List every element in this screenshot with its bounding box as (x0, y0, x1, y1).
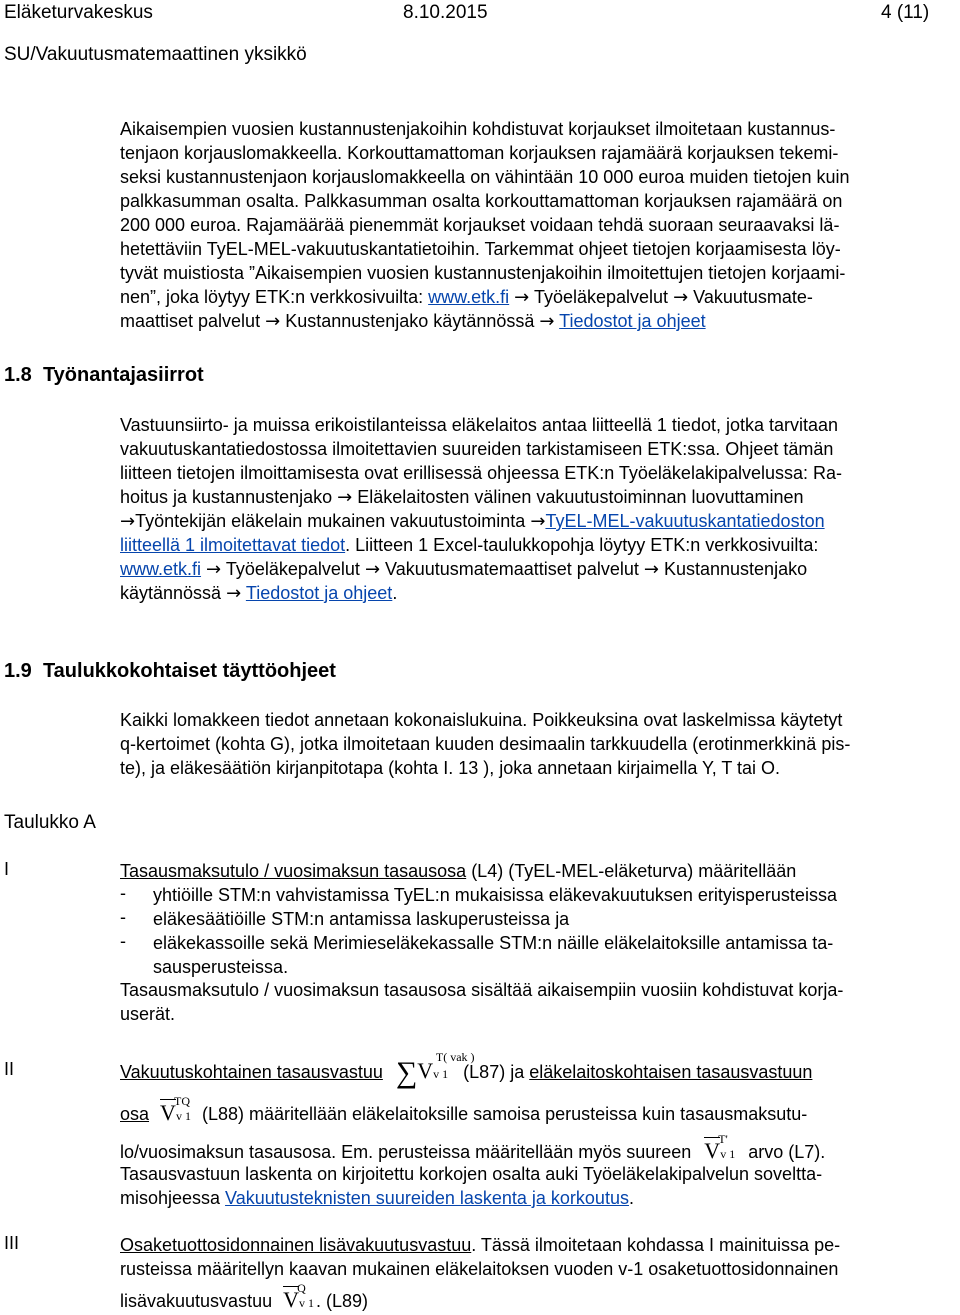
item-line: misohjeessa Vakuutusteknisten suureiden laskenta ja korkoutus. (120, 1188, 634, 1208)
bullet-item: eläkekassoille sekä Merimieseläkekassalle STM:n näille eläkelaitoksille antamissa ta- (153, 933, 834, 953)
item-label: I (4, 859, 10, 879)
formula: ∑V T( vak ) v 1 (395, 1050, 475, 1089)
bullet-dash: - (120, 907, 126, 927)
item-line: Osaketuottosidonnainen lisävakuutusvastuu. Tässä ilmoitetaan kohdassa I mainituissa pe- (120, 1235, 841, 1255)
item-line: Vakuutuskohtainen tasausvastuu ∑V T( vak ) v 1 (L87) ja eläkelaitoskohtaisen tasausvastuun (120, 1050, 813, 1089)
bullet-dash: - (120, 931, 126, 951)
header-unit: SU/Vakuutusmatemaattinen yksikkö (4, 44, 307, 65)
para1-line: nen”, joka löytyy ETK:n verkkosivuilta: www.etk.fi → Työeläkepalvelut → Vakuutusmate- (120, 287, 813, 308)
arrow-right-icon: → (120, 511, 136, 532)
liite-link[interactable]: liitteellä 1 ilmoitettavat tiedot (120, 535, 346, 555)
formula: V TQ v 1 (160, 1094, 191, 1125)
para1-line: tyvät muistiosta ”Aikaisempien vuosien kustannustenjakoihin ilmoitettujen tietojen korjaami- (120, 263, 846, 283)
laskenta-link[interactable]: Vakuutusteknisten suureiden laskenta ja korkoutus (225, 1188, 629, 1208)
para2-line: käytännössä → Tiedostot ja ohjeet. (120, 583, 398, 604)
arrow-right-icon: → (364, 559, 381, 580)
para2-line: vakuutuskantatiedostossa ilmoitettavien suureiden tarkistamiseen ETK:ssa. Ohjeet tämän (120, 439, 834, 459)
item-line: Tasausmaksutulo / vuosimaksun tasausosa sisältää aikaisempiin vuosiin kohdistuvat korja- (120, 980, 844, 1000)
item-line: lo/vuosimaksun tasausosa. Em. perusteissa määritellään myös suureen V T' v 1 arvo (L7). (120, 1139, 825, 1166)
para1-line: maattiset palvelut → Kustannustenjako käytännössä → Tiedostot ja ohjeet (120, 311, 706, 332)
arrow-right-icon: → (226, 583, 242, 604)
bullet-item: sausperusteissa. (153, 957, 289, 977)
liite-link[interactable]: TyEL-MEL-vakuutuskantatiedoston (545, 511, 825, 531)
formula: V Q v 1 (283, 1281, 314, 1312)
bullet-item: yhtiöille STM:n vahvistamissa TyEL:n mukaisissa eläkevakuutuksen erityisperusteissa (153, 885, 837, 905)
item-line: Tasausvastuun laskenta on kirjoitettu korkojen osalta auki Työeläkelakipalvelun soveltta- (120, 1164, 823, 1184)
arrow-right-icon: → (643, 559, 659, 580)
bullet-item: eläkesäätiöille STM:n antamissa laskuperusteissa ja (153, 909, 570, 929)
tiedostot-link[interactable]: Tiedostot ja ohjeet (559, 311, 706, 331)
item-line: Tasausmaksutulo / vuosimaksun tasausosa (L4) (TyEL-MEL-eläketurva) määritellään (120, 861, 797, 881)
item-line: userät. (120, 1004, 176, 1024)
para2-line: www.etk.fi → Työeläkepalvelut → Vakuutusmatemaattiset palvelut → Kustannustenjako (120, 559, 808, 580)
arrow-right-icon: → (673, 287, 689, 308)
para2-line: hoitus ja kustannustenjako → Eläkelaitosten välinen vakuutustoiminnan luovuttaminen (120, 487, 804, 508)
para2-line: liitteen tietojen ilmoittamisesta ovat erillisessä ohjeessa ETK:n Työeläkelakipalvelussa: Ra- (120, 463, 843, 483)
etk-link[interactable]: www.etk.fi (120, 559, 202, 579)
formula: V T' v 1 (704, 1132, 736, 1163)
item-label: III (4, 1233, 20, 1253)
etk-link[interactable]: www.etk.fi (428, 287, 510, 307)
para3-line: q-kertoimet (kohta G), jotka ilmoitetaan kuuden desimaalin tarkkuudella (erotinmerkkinä pis- (120, 734, 851, 754)
tiedostot-link[interactable]: Tiedostot ja ohjeet (245, 583, 393, 603)
table-title: Taulukko A (4, 812, 96, 833)
arrow-right-icon: → (337, 487, 353, 508)
header-page: 4 (11) (881, 2, 930, 23)
item-line: rusteissa määritellyn kaavan mukainen eläkelaitoksen vuoden v-1 osaketuottosidonnainen (120, 1259, 839, 1279)
para3-line: Kaikki lomakkeen tiedot annetaan kokonaislukuina. Poikkeuksina ovat laskelmissa käytetyt (120, 710, 843, 730)
item-line: osa V TQ v 1 (L88) määritellään eläkelaitoksille samoisa perusteissa kuin tasausmaksutu- (120, 1101, 807, 1128)
para1-line: hetettäviin TyEL-MEL-vakuutuskantatietoihin. Tarkemmat ohjeet tietojen korjaamisesta löy- (120, 239, 841, 259)
para2-line: liitteellä 1 ilmoitettavat tiedot. Liitteen 1 Excel-taulukkopohja löytyy ETK:n verkkosivuilta: (120, 535, 819, 555)
arrow-right-icon: → (530, 511, 546, 532)
section-heading: 1.8 Työnantajasiirrot (4, 364, 204, 386)
arrow-right-icon: → (265, 311, 281, 332)
para1-line: seksi kustannustenjaon korjauslomakkeella on vähintään 10 000 euroa muiden tietojen kuin (120, 167, 850, 187)
section-heading: 1.9 Taulukkokohtaiset täyttöohjeet (4, 660, 336, 682)
arrow-right-icon: → (514, 287, 530, 308)
arrow-right-icon: → (206, 559, 222, 580)
para1-line: 200 000 euroa. Rajamäärää pienemmät korjaukset voidaan tehdä suoraan seuraavaksi lä- (120, 215, 840, 235)
para1-line: tenjaon korjauslomakkeella. Korkouttamattoman korjauksen rajamäärä korjauksen tekemi- (120, 143, 839, 163)
item-line: lisävakuutusvastuu V Q v 1 . (L89) (120, 1288, 368, 1315)
header-date: 8.10.2015 (403, 2, 488, 23)
para2-line: →Työntekijän eläkelain mukainen vakuutustoiminta →TyEL-MEL-vakuutuskantatiedoston (120, 511, 825, 532)
para3-line: te), ja eläkesäätiön kirjanpitotapa (kohta I. 13 ), joka annetaan kirjaimella Y, T tai O. (120, 758, 781, 778)
bullet-dash: - (120, 883, 126, 903)
para1-line: Aikaisempien vuosien kustannustenjakoihin kohdistuvat korjaukset ilmoitetaan kustannus- (120, 119, 836, 139)
arrow-right-icon: → (539, 311, 555, 332)
para1-line: palkkasumman osalta. Palkkasumman osalta korkouttamattoman korjauksen rajamäärä on (120, 191, 843, 211)
para2-line: Vastuunsiirto- ja muissa erikoistilanteissa eläkelaitos antaa liitteellä 1 tiedot, jotka tarvitaan (120, 415, 839, 435)
item-label: II (4, 1059, 15, 1079)
header-org: Eläketurvakeskus (4, 2, 153, 23)
